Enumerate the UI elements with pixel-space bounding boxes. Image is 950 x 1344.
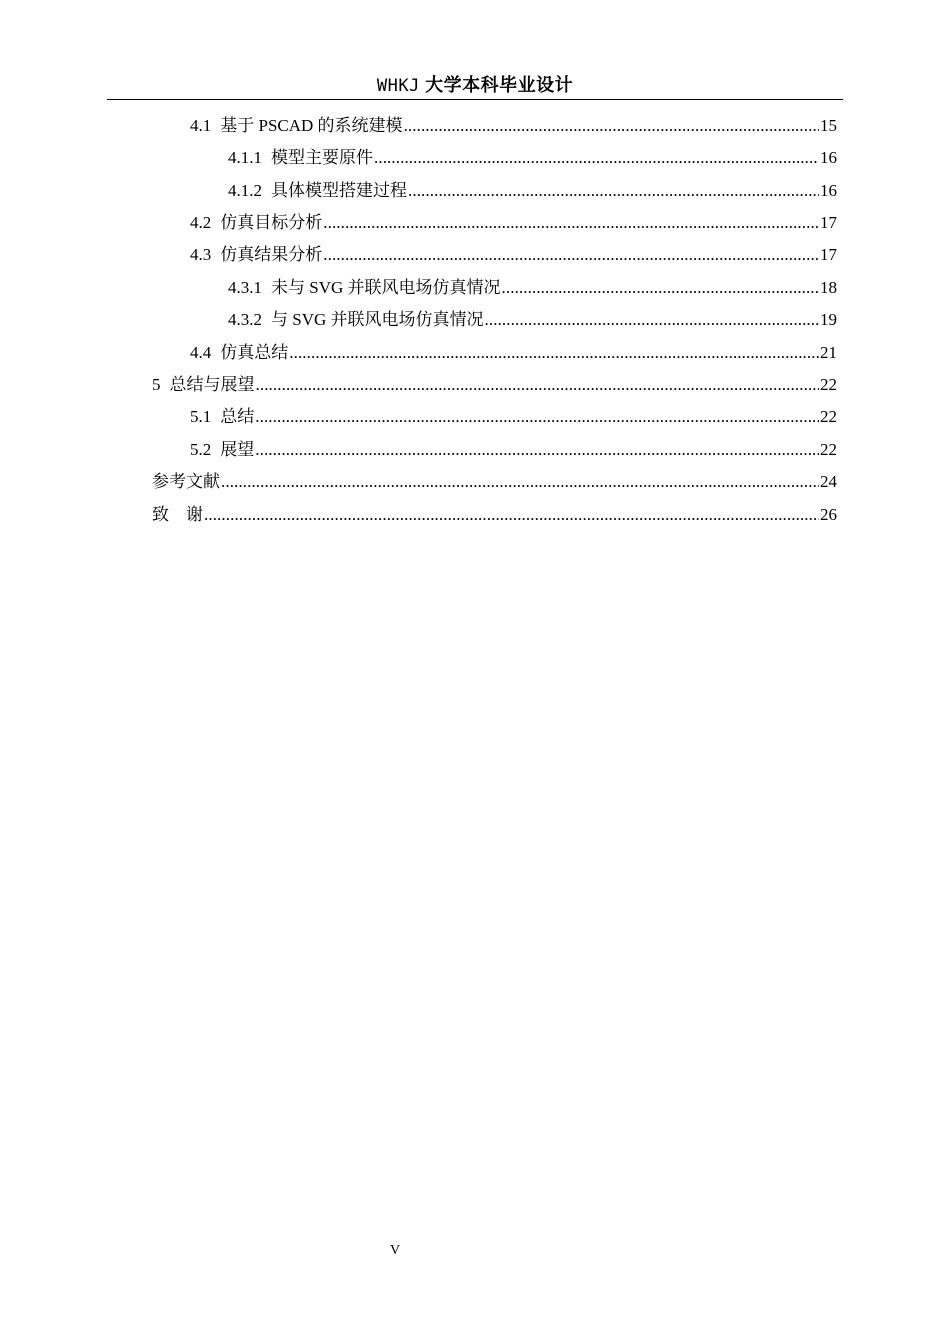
toc-entry-number: 4.3	[190, 245, 212, 264]
toc-leader-dots	[255, 405, 819, 429]
toc-entry-title: 仿真总结	[220, 343, 289, 362]
header-school: WHKJ	[376, 76, 420, 96]
toc-entry[interactable]	[228, 146, 837, 170]
toc-entry-page: 19	[820, 310, 837, 329]
toc-entry-title: 模型主要原件	[271, 148, 373, 167]
toc-leader-dots	[255, 438, 819, 462]
toc-entry[interactable]	[152, 373, 837, 397]
toc-leader-dots	[221, 470, 819, 494]
toc-entry-page: 22	[820, 375, 837, 394]
toc-entry-title: 具体模型搭建过程	[271, 181, 407, 200]
toc-leader-dots	[502, 276, 819, 300]
toc-entry-number: 5.1	[190, 407, 212, 426]
toc-entry[interactable]	[228, 179, 837, 203]
toc-entry-number: 5.2	[190, 440, 212, 459]
toc-entry-title: 仿真目标分析	[220, 213, 323, 232]
toc-entry-number: 4.1	[190, 116, 212, 135]
toc-entry[interactable]	[190, 405, 837, 429]
toc-entry-page: 17	[820, 213, 837, 232]
toc-entry-title: 与 SVG 并联风电场仿真情况	[271, 310, 484, 329]
toc-entry-number: 5	[152, 375, 161, 394]
toc-entry-number: 4.1.2	[228, 181, 262, 200]
toc-leader-dots	[374, 146, 819, 170]
toc-leader-dots	[323, 243, 819, 267]
toc-leader-dots	[485, 308, 819, 332]
toc-entry[interactable]	[152, 503, 837, 527]
toc-entry-title: 基于 PSCAD 的系统建模	[220, 116, 403, 135]
toc-entry[interactable]	[152, 470, 837, 494]
toc-entry-page: 17	[820, 245, 837, 264]
toc-leader-dots	[256, 373, 820, 397]
toc-leader-dots	[404, 114, 819, 138]
page-number: V	[389, 1243, 401, 1258]
toc-entry-title: 总结与展望	[169, 375, 255, 394]
toc-entry-page: 15	[820, 116, 837, 135]
toc-entry-page: 16	[820, 148, 837, 167]
toc-entry-number: 4.3.2	[228, 310, 262, 329]
toc-entry-title: 参考文献	[152, 472, 220, 492]
toc-entry-number: 4.1.1	[228, 148, 262, 167]
toc-entry-title: 未与 SVG 并联风电场仿真情况	[271, 278, 501, 297]
toc-entry[interactable]	[190, 243, 837, 267]
toc-entry-title: 展望	[220, 440, 255, 459]
toc-entry-page: 22	[820, 440, 837, 459]
toc-leader-dots	[289, 341, 819, 365]
header-title-text: 大学本科毕业设计	[425, 75, 574, 96]
toc-entry[interactable]	[190, 438, 837, 462]
toc-entry[interactable]	[228, 276, 837, 300]
toc-leader-dots	[204, 503, 819, 527]
toc-entry-page: 21	[820, 343, 837, 362]
toc-entry-page: 24	[820, 472, 837, 491]
toc-entry-page: 16	[820, 181, 837, 200]
toc-leader-dots	[323, 211, 819, 235]
toc-entry-page: 18	[820, 278, 837, 297]
toc-entry[interactable]	[190, 211, 837, 235]
toc-entry-title: 总结	[220, 407, 255, 426]
toc-entry-number: 4.4	[190, 343, 212, 362]
toc-entry[interactable]	[190, 114, 837, 138]
toc-entry-number: 4.2	[190, 213, 212, 232]
toc-leader-dots	[408, 179, 819, 203]
toc-entry-title: 致 谢	[152, 505, 203, 525]
toc-entry[interactable]	[228, 308, 837, 332]
toc-entry[interactable]	[190, 341, 837, 365]
running-header	[107, 74, 843, 98]
toc-entry-title: 仿真结果分析	[220, 245, 323, 264]
header-divider	[107, 99, 843, 100]
toc-entry-number: 4.3.1	[228, 278, 262, 297]
toc-entry-page: 22	[820, 407, 837, 426]
toc-entry-page: 26	[820, 505, 837, 524]
